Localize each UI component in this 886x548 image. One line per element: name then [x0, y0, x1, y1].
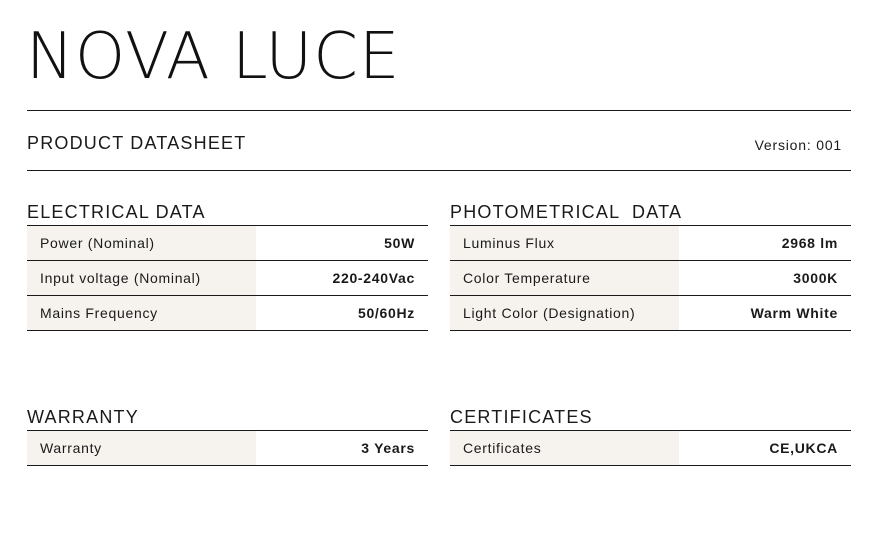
row-value: 3 Years: [361, 440, 415, 456]
row-label: Color Temperature: [450, 261, 679, 295]
row-value: 50W: [384, 235, 415, 251]
table-row: [27, 296, 428, 331]
photometrical-data-section: [450, 200, 851, 331]
table-row: [450, 226, 851, 261]
section-heading: CERTIFICATES: [450, 405, 851, 431]
document-title: PRODUCT DATASHEET: [27, 133, 247, 153]
section-heading: PHOTOMETRICAL DATA: [450, 200, 851, 226]
electrical-data-section: [27, 200, 428, 331]
row-label: Mains Frequency: [27, 296, 256, 330]
row-label: Power (Nominal): [27, 226, 256, 260]
row-value: 220-240Vac: [332, 270, 415, 286]
warranty-section: [27, 405, 428, 466]
row-label: Input voltage (Nominal): [27, 261, 256, 295]
row-value: 50/60Hz: [357, 305, 415, 321]
row-label: Warranty: [27, 431, 256, 465]
table-row: [450, 296, 851, 331]
section-heading: ELECTRICAL DATA: [27, 200, 428, 226]
header-top-divider: [27, 110, 851, 111]
certificates-section: [450, 405, 851, 466]
table-row: [27, 226, 428, 261]
row-value: CE,UKCA: [769, 440, 838, 456]
row-label: Light Color (Designation): [450, 296, 679, 330]
brand-logo: NOVA LUCE: [26, 20, 401, 94]
row-value: Warm White: [750, 305, 838, 321]
table-row: [450, 431, 851, 466]
row-label: Luminus Flux: [450, 226, 679, 260]
document-version: Version: 001: [754, 137, 842, 153]
header-bottom-divider: [27, 170, 851, 171]
section-heading: WARRANTY: [27, 405, 428, 431]
table-row: [450, 261, 851, 296]
table-row: [27, 431, 428, 466]
row-value: 3000K: [793, 270, 838, 286]
row-value: 2968 lm: [781, 235, 838, 251]
table-row: [27, 261, 428, 296]
row-label: Certificates: [450, 431, 679, 465]
